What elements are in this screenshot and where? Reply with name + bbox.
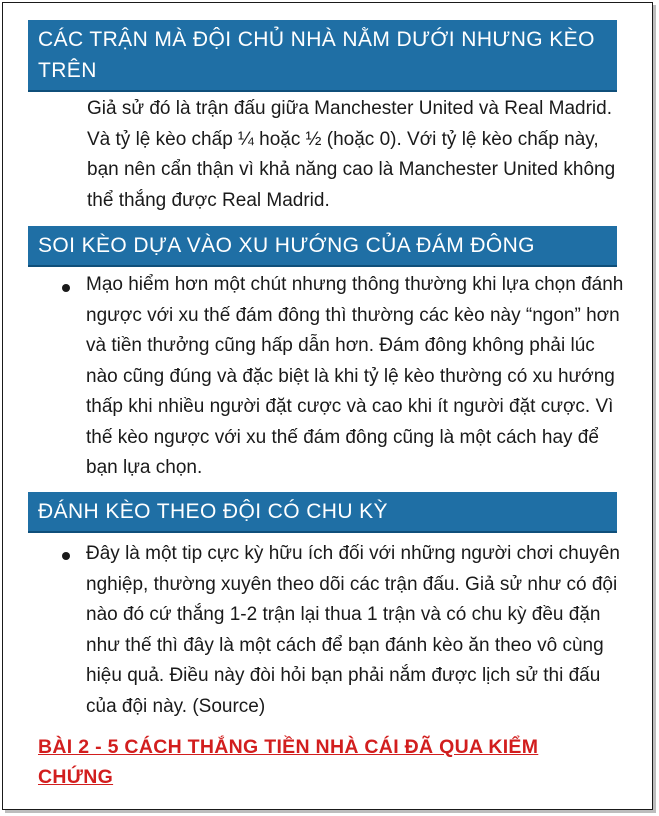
section-heading-team-cycle: [28, 492, 617, 533]
bullet-dot: [62, 552, 70, 560]
section-paragraph-team-cycle: Đây là một tip cực kỳ hữu ích đối với những người chơi chuyên nghiệp, thường xuyên theo dõi các trận đấu. Giả sử như có đội nào đó cứ thắng 1-2 trận lại thua 1 trận và có chu kỳ đều đặn như thế thì đây là một cách để bạn đánh kèo ăn theo vô cùng hiệu quả. Điều này đòi hỏi bạn phải nắm được lịch sử thi đấu của đội này. (Source): [86, 543, 620, 717]
next-article-link[interactable]: BÀI 2 - 5 CÁCH THẮNG TIỀN NHÀ CÁI ĐÃ QUA KIỂM CHỨNG: [38, 736, 539, 788]
section-heading-text: ĐÁNH KÈO THEO ĐỘI CÓ CHU KỲ: [38, 500, 388, 523]
section-heading-crowd-trend: [28, 226, 617, 267]
section-heading-text: SOI KÈO DỰA VÀO XU HƯỚNG CỦA ĐÁM ĐÔNG: [38, 234, 535, 257]
section-paragraph-home-underdog: Giả sử đó là trận đấu giữa Manchester United và Real Madrid. Và tỷ lệ kèo chấp ¼ hoặc ½ (hoặc 0). Với tỷ lệ kèo chấp này, bạn nên cẩn thận vì khả năng cao là Manchester United không thể thắng được Real Madrid.: [87, 98, 616, 211]
section-heading-home-underdog: [28, 20, 617, 92]
section-paragraph-crowd-trend: Mạo hiểm hơn một chút nhưng thông thường khi lựa chọn đánh ngược với xu thế đám đông thì thường các kèo này “ngon” hơn và tiền thưởng cũng hấp dẫn hơn. Đám đông không phải lúc nào cũng đúng và đặc biệt là khi tỷ lệ kèo thường có xu hướng thấp khi nhiều người đặt cược và cao khi ít người đặt cược. Vì thế kèo ngược với xu thế đám đông cũng là một cách hay để bạn lựa chọn.: [86, 274, 624, 478]
bullet-dot: [62, 284, 70, 292]
section-heading-text: CÁC TRẬN MÀ ĐỘI CHỦ NHÀ NẰM DƯỚI NHƯNG KÈO TRÊN: [38, 28, 595, 82]
